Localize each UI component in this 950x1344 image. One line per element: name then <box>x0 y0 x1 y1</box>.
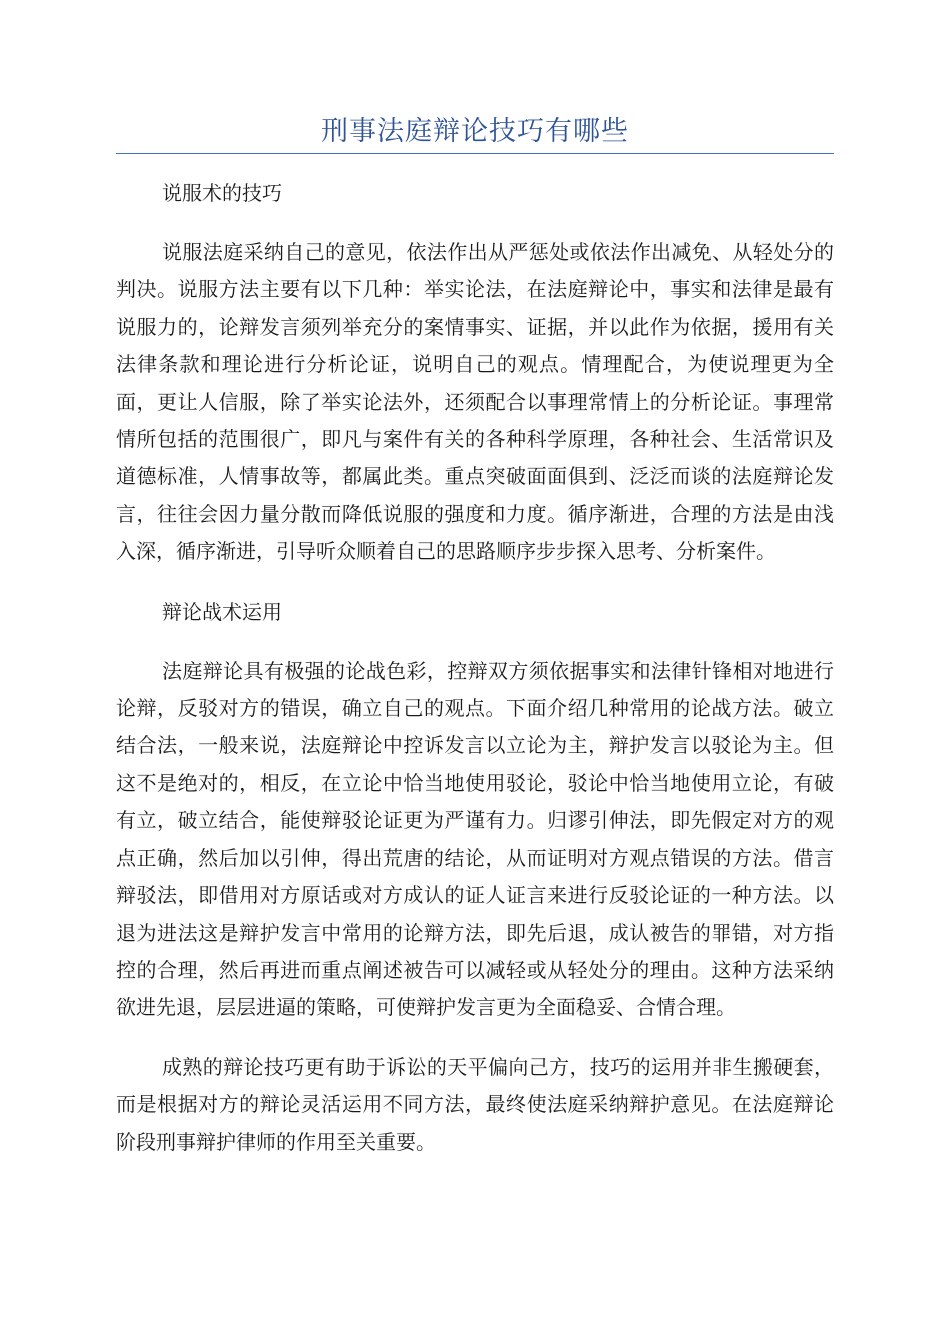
section-paragraph-persuasion: 说服法庭采纳自己的意见，依法作出从严惩处或依法作出减免、从轻处分的判决。说服方法主要有以下几种：举实论法，在法庭辩论中，事实和法律是最有说服力的，论辩发言须列举充分的案情事实、证据，并以此作为依据，援用有关法律条款和理论进行分析论证，说明自己的观点。情理配合，为使说理更为全面，更让人信服，除了举实论法外，还须配合以事理常情上的分析论证。事理常情所包括的范围很广，即凡与案件有关的各种科学原理，各种社会、生活常识及道德标准，人情事故等，都属此类。重点突破面面俱到、泛泛而谈的法庭辩论发言，往往会因力量分散而降低说服的强度和力度。循序渐进，合理的方法是由浅入深，循序渐进，引导听众顺着自己的思路顺序步步探入思考、分析案件。 <box>116 240 834 564</box>
section-heading-persuasion: 说服术的技巧 <box>162 181 282 205</box>
section-heading-tactics: 辩论战术运用 <box>162 599 282 624</box>
document-body <box>116 174 834 1183</box>
section-paragraph-tactics: 法庭辩论具有极强的论战色彩，控辩双方须依据事实和法律针锋相对地进行论辩，反驳对方的错误，确立自己的观点。下面介绍几种常用的论战方法。破立结合法，一般来说，法庭辩论中控诉发言以立论为主，辩护发言以驳论为主。但这不是绝对的，相反，在立论中恰当地使用驳论，驳论中恰当地使用立论，有破有立，破立结合，能使辩驳论证更为严谨有力。归谬引伸法，即先假定对方的观点正确，然后加以引伸，得出荒唐的结论，从而证明对方观点错误的方法。借言辩驳法，即借用对方原话或对方成认的证人证言来进行反驳论证的一种方法。以退为进法这是辩护发言中常用的论辩方法，即先后退，成认被告的罪错，对方指控的合理，然后再进而重点阐述被告可以减轻或从轻处分的理由。这种方法采纳欲进先退，层层进逼的策略，可使辩护发言更为全面稳妥、合情合理。 <box>116 658 834 1020</box>
closing-paragraph: 成熟的辩论技巧更有助于诉讼的天平偏向己方，技巧的运用并非生搬硬套，而是根据对方的辩论灵活运用不同方法，最终使法庭采纳辩护意见。在法庭辩论阶段刑事辩护律师的作用至关重要。 <box>116 1054 834 1154</box>
document-title: 刑事法庭辩论技巧有哪些 <box>321 116 629 147</box>
title-underline <box>116 153 834 154</box>
